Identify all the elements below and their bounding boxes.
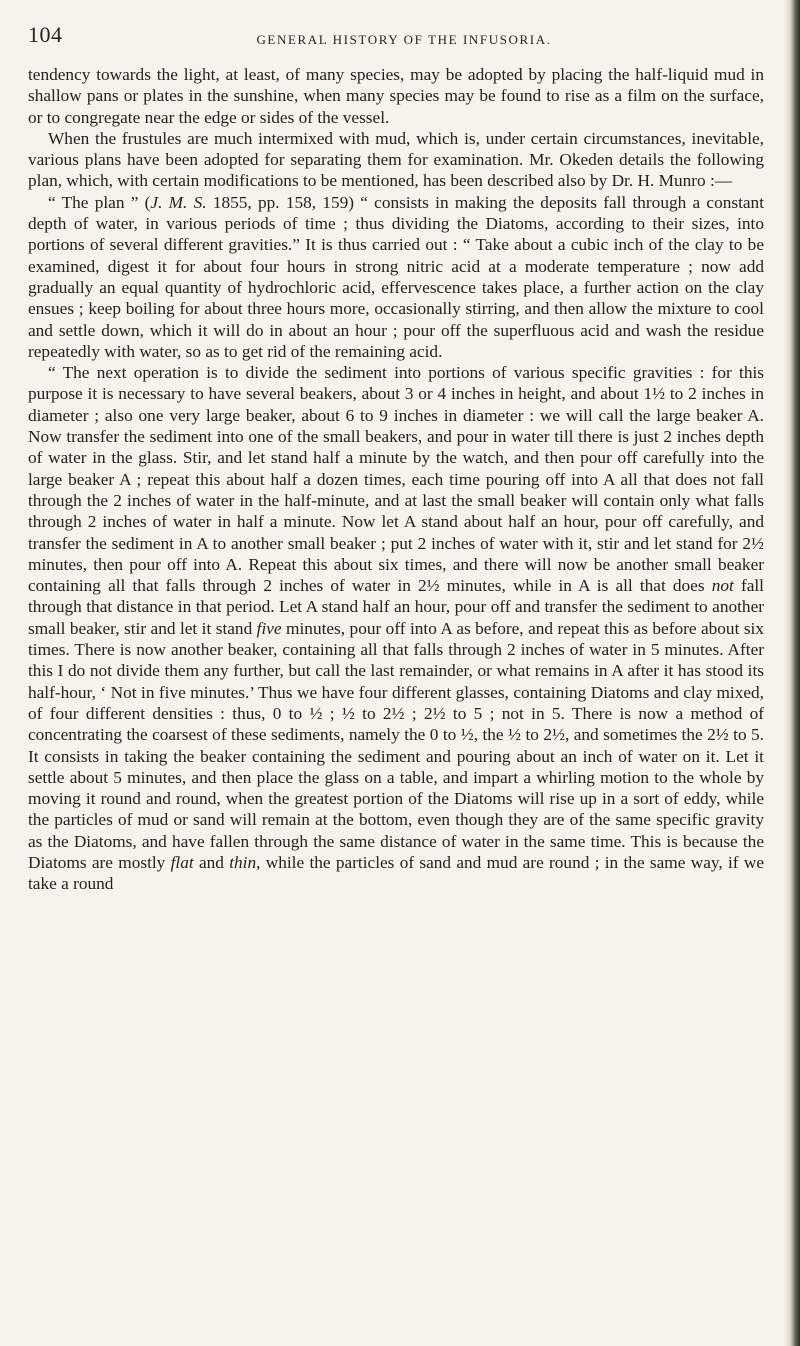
paragraph-text: 1855, pp. 158, 159) “ consists in making the deposits fall through a constant depth of water, in various periods of time ; thus dividing the Diatoms, according to their sizes, into portions of several different gravities.” It is thus carried out : “ Take about a cubic inch of the clay to be examined, digest it for about four hours in strong nitric acid at a moderate temperature ; now add gradually an equal quantity of hydrochloric acid, effervescence takes place, a further action on the clay ensues ; keep boiling for about three hours more, occasionally stirring, and then allow the mixture to cool and settle down, which it will do in about an hour ; pour off the superfluous acid and wash the residue repeatedly with water, so as to get rid of the remaining acid. <box>28 192 765 361</box>
paragraph-text: , while the particles of sand and mud are round ; in the same way, if we take a round <box>28 852 765 894</box>
paragraph-text: and <box>193 852 230 872</box>
paragraph-text: minutes, pour off into A as before, and repeat this as before about six times. There is now another beaker, containing all that falls through 2 inches of water in 5 minutes. After this I do not divide them any further, but call the last remainder, or what remains in A after it has stood its half-hour, ‘ Not in five minutes.’ Thus we have four different glasses, containing Diatoms and clay mixed, of four different densities : thus, 0 to ½ ; ½ to 2½ ; 2½ to 5 ; not in 5. There is now a method of concentrating the coarsest of these sediments, namely the 0 to ½, the ½ to 2½, and sometimes the 2½ to 5. It consists in taking the beaker containing the sediment and pouring about an inch of water on it. Let it settle about 5 minutes, and then place the glass on a table, and impart a whirling motion to the whole by moving it round and round, when the greatest portion of the Diatoms will rise up in a sort of eddy, while the particles of mud or sand will remain at the bottom, even though they are of the same specific gravity as the Diatoms, and have fallen through the same distance of water in the same time. This is because the Diatoms are mostly <box>28 618 764 872</box>
page-edge-shadow <box>784 0 800 1346</box>
paragraph <box>28 192 764 362</box>
page-number: 104 <box>28 22 63 47</box>
italic-text: J. M. S. <box>150 192 207 212</box>
running-head: GENERAL HISTORY OF THE INFUSORIA. <box>256 32 552 47</box>
italic-text: not <box>711 576 734 596</box>
page-header <box>28 22 760 52</box>
body-text <box>28 64 764 895</box>
italic-text: thin <box>229 852 257 872</box>
paragraph-text: “ The next operation is to divide the sediment into portions of various specific gravities : for this purpose it is necessary to have several beakers, about 3 or 4 inches in height, and about 1½ to 2 inches in diameter ; also one very large beaker, about 6 to 9 inches in diameter : we will call the large beaker A. Now transfer the sediment into one of the small beakers, and pour in water till there is just 2 inches depth of water in the glass. Stir, and let stand half a minute by the watch, and then pour off carefully into the large beaker A ; repeat this about half a dozen times, each time pouring off into A all that does not fall through the 2 inches of water in the half-minute, and at last the small beaker will contain only what falls through 2 inches of water in half a minute. Now let A stand about half an hour, pour off carefully, and transfer the sediment in A to another small beaker ; put 2 inches of water with it, stir and let stand for 2½ minutes, then pour off into A. Repeat this about six times, and there will now be another small beaker containing all that falls through 2 inches of water in 2½ minutes, while in A is all that does <box>28 363 764 596</box>
paragraph <box>28 64 764 128</box>
italic-text: five <box>256 618 282 638</box>
paragraph-text: fall through that distance in that period. Let A stand half an hour, pour off and transfer the sediment to another small beaker, stir and let it stand <box>28 576 764 638</box>
paragraph-text: When the frustules are much intermixed with mud, which is, under certain circumstances, inevitable, various plans have been adopted for separating them for examination. Mr. Okeden details the following plan, which, with certain modifications to be mentioned, has been described also by Dr. H. Munro :— <box>28 128 764 191</box>
italic-text: flat <box>170 852 194 872</box>
paragraph-text: “ The plan ” ( <box>48 192 151 212</box>
paragraph <box>28 128 764 192</box>
paragraph-text: tendency towards the light, at least, of many species, may be adopted by placing the half-liquid mud in shallow pans or plates in the sunshine, when many species may be found to rise as a film on the surface, or to congregate near the edge or sides of the vessel. <box>28 65 764 127</box>
paragraph <box>28 362 764 894</box>
